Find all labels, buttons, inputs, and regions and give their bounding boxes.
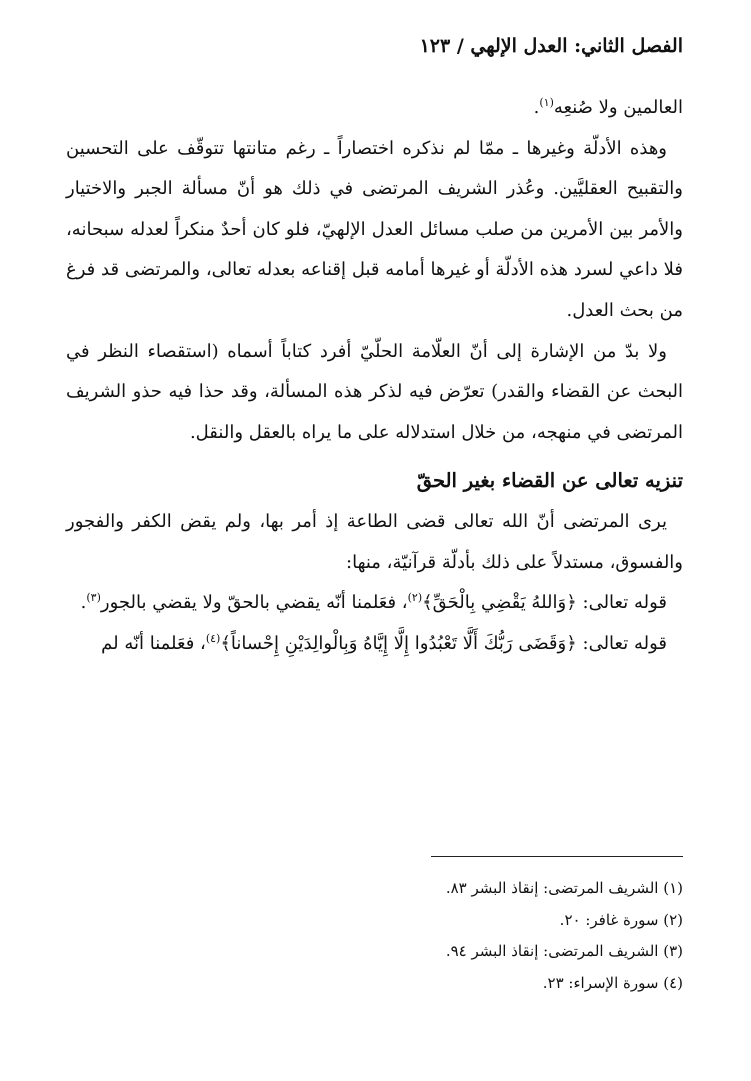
running-header: الفصل الثاني: العدل الإلهي / ١٢٣ (419, 35, 683, 57)
paragraph-text: العالمين ولا صُنعِه (553, 97, 683, 118)
footnotes (68, 873, 683, 999)
quran-evidence-2 (66, 624, 683, 665)
footnote-1: (١) الشريف المرتضى: إنقاذ البشر ٨٣. (445, 879, 683, 897)
footnote-divider (431, 856, 683, 857)
paragraph-hilli: ولا بدّ من الإشارة إلى أنّ العلّامة الحلّيّ أفرد كتاباً أسماه (استقصاء النظر في البحث عن القضاء والقدر) تعرّض فيه لذكر هذه المسألة، وقد حذا فيه حذو الشريف المرتضى في منهجه، من خلال استدلاله على ما يراه بالعقل والنقل. (66, 340, 683, 443)
paragraph-end: . (533, 97, 540, 118)
paragraph-murtada-view: يرى المرتضى أنّ الله تعالى قضى الطاعة إذ أمر بها، ولم يقض الكفر والفجور والفسوق، مستدلاً على ذلك بأدلّة قرآنيّة، منها: (66, 510, 683, 573)
footnote-ref: (٣) (86, 591, 101, 605)
quote-commentary: ، فعَلمنا أنّه يقضي بالحقّ ولا يقضي بالجور (100, 592, 408, 614)
paragraph-end: . (80, 592, 87, 614)
footnote-ref: (٤) (205, 631, 221, 645)
quote-commentary: ، فعَلمنا أنّه لم (101, 632, 206, 654)
main-text (66, 88, 683, 664)
quran-evidence-1 (66, 583, 683, 624)
footnote-ref: (٢) (407, 591, 423, 605)
paragraph-evidence: وهذه الأدلّة وغيرها ـ ممّا لم نذكره اختصاراً ـ رغم متانتها تتوقّف على التحسين والتقبيح العقليَّين. وعُذر الشريف المرتضى في ذلك هو أنّ مسألة الجبر والاختيار والأمر بين الأمرين من صلب مسائل العدل الإلهيّ، فلو كان أحدٌ منكراً لعدله سبحانه، فلا داعي لسرد هذه الأدلّة أو غيرها أمامه قبل إقناعه بعدله تعالى، والمرتضى قد فرغ من بحث العدل. (66, 137, 683, 321)
footnote-4: (٤) سورة الإسراء: ٢٣. (542, 973, 683, 992)
quote-lead: قوله تعالى: (576, 592, 667, 614)
paragraph-continuation (66, 88, 683, 129)
footnote-3: (٣) الشريف المرتضى: إنقاذ البشر ٩٤. (445, 942, 683, 960)
quote-lead: قوله تعالى: (576, 632, 667, 654)
footnote-2: (٢) سورة غافر: ٢٠. (559, 910, 683, 929)
footnote-ref: (١) (539, 96, 554, 109)
quran-verse: ﴿وَاللهُ يَقْضِي بِالْحَقِّ﴾ (422, 592, 577, 614)
quran-verse: ﴿وَقَضَى رَبُّكَ أَلَّا تَعْبُدُوا إِلَّا إِيَّاهُ وَبِالْوالِدَيْنِ إِحْساناً﴾ (220, 632, 577, 654)
section-heading: تنزيه تعالى عن القضاء بغير الحقّ (416, 469, 683, 493)
